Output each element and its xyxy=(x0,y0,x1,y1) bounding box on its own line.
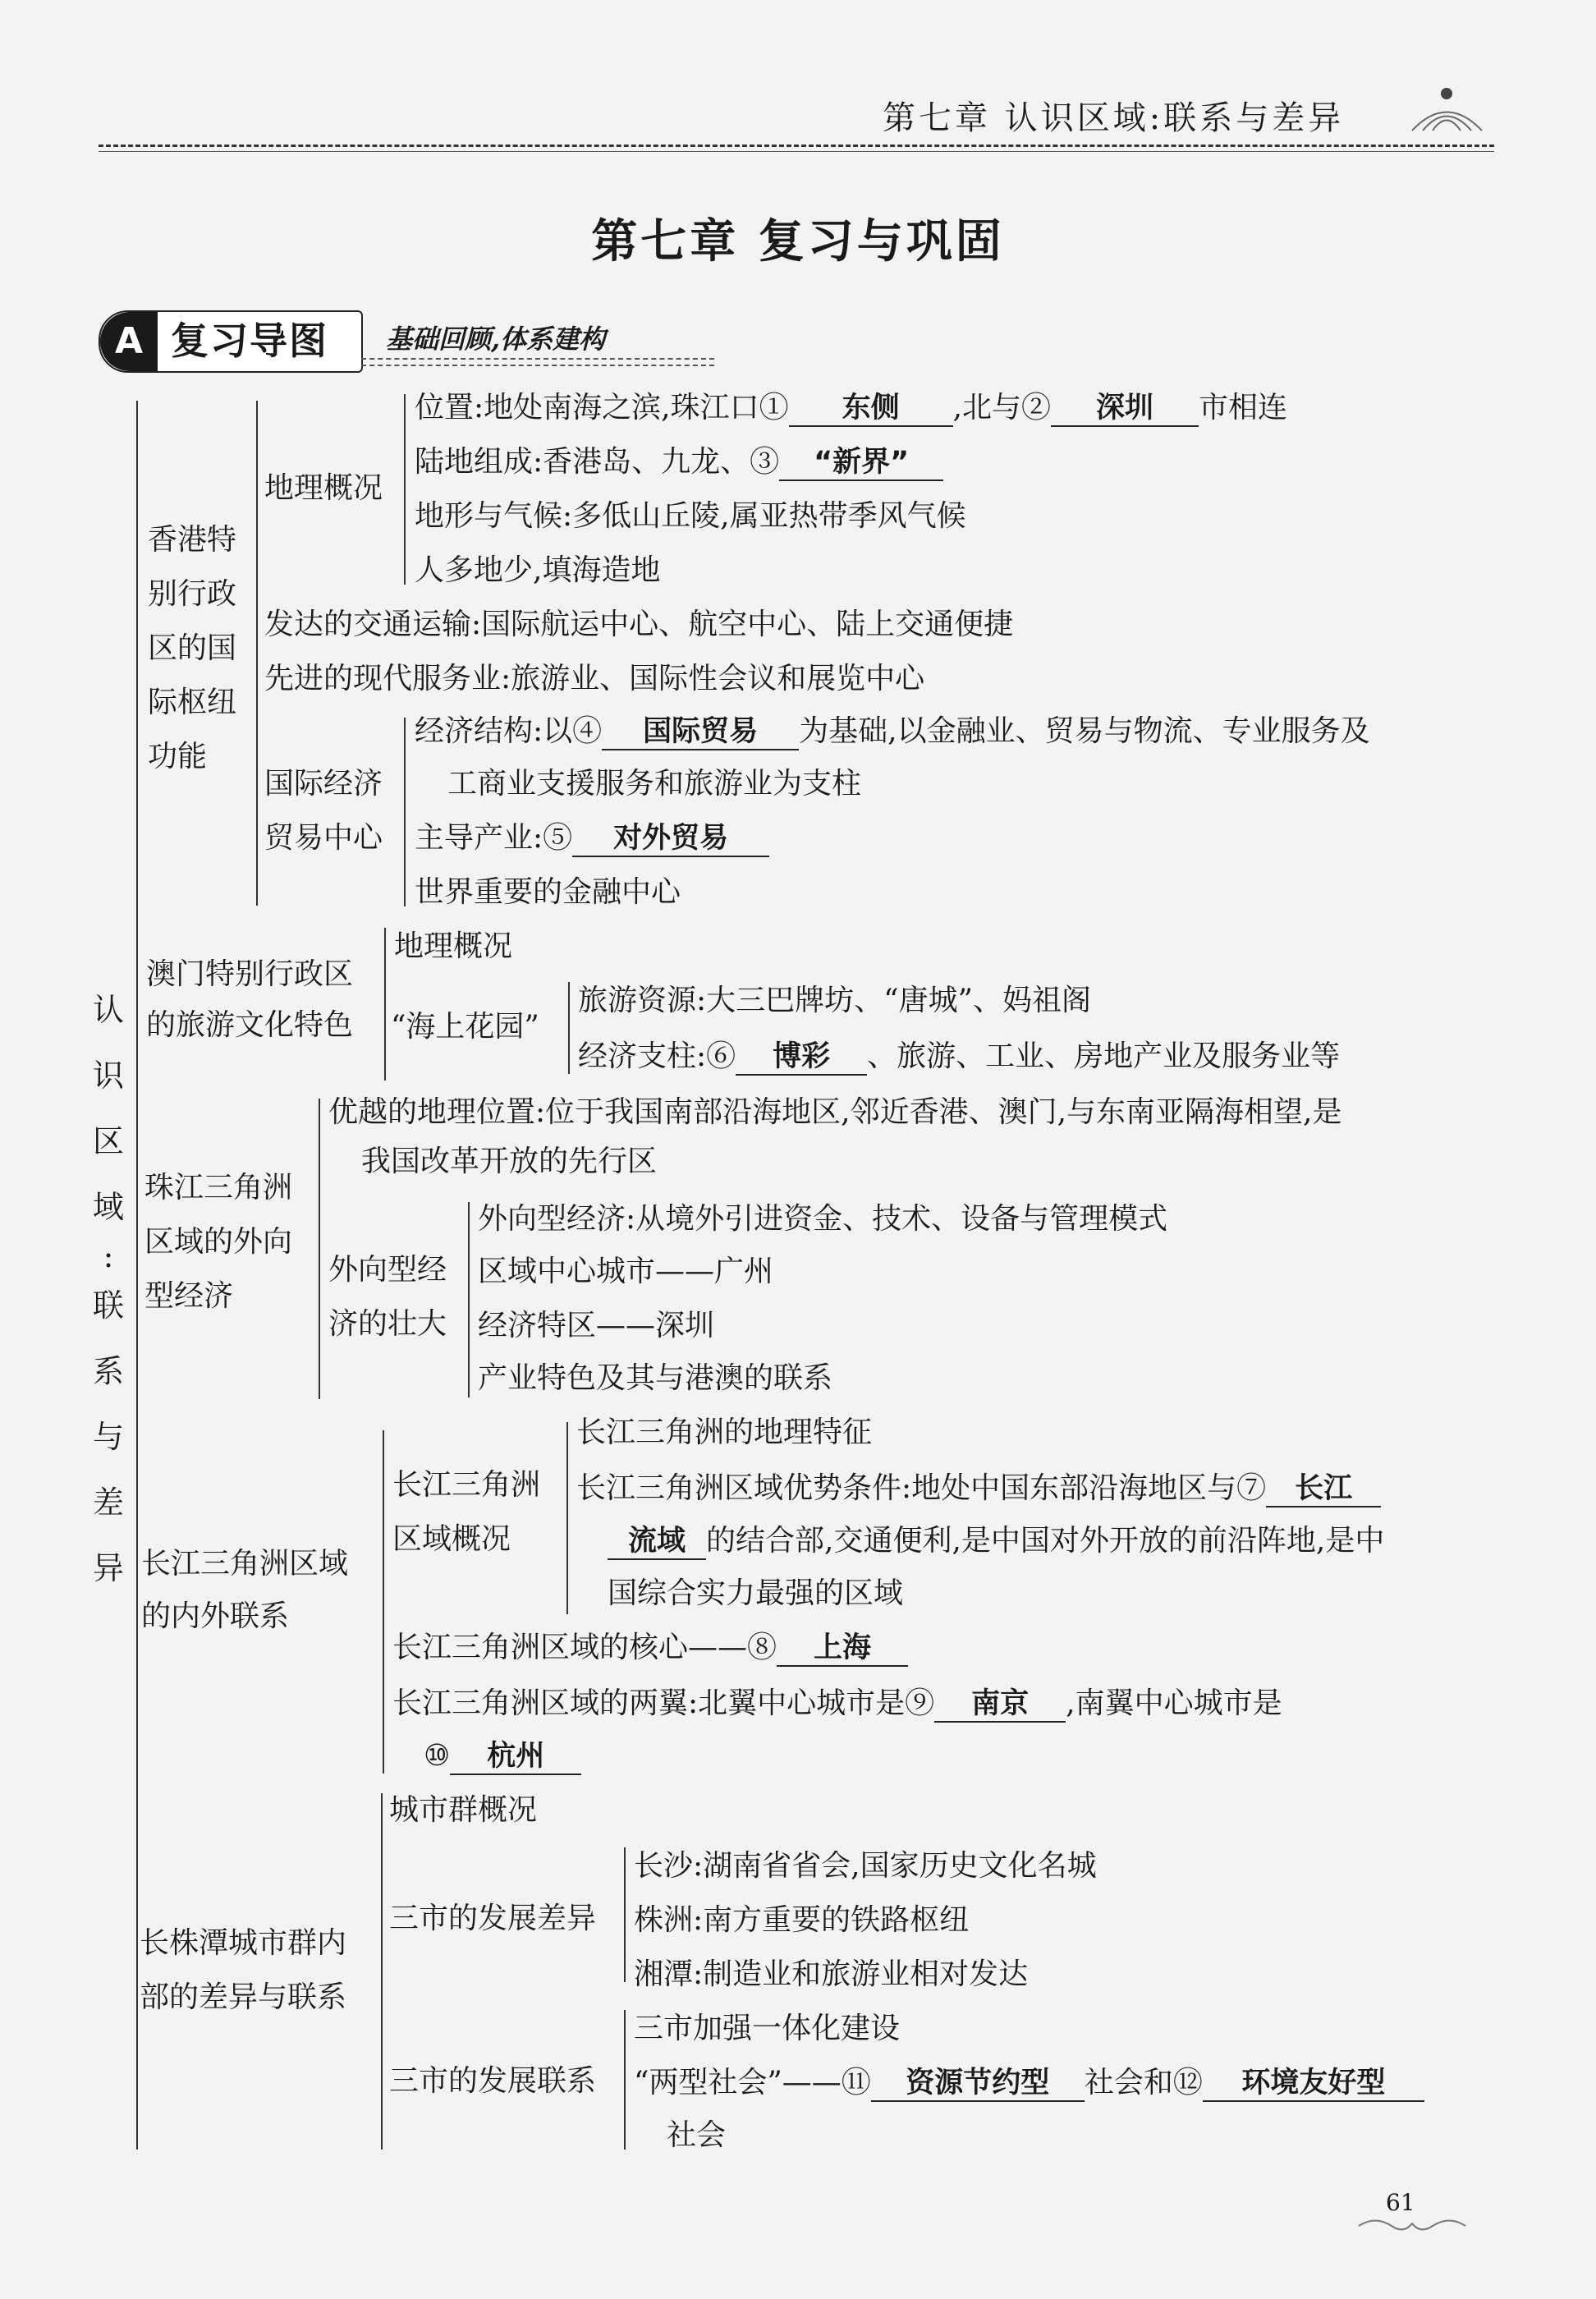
macau-pillar-text: 经济支柱:⑥ xyxy=(578,1039,736,1073)
hk-heading: 际枢纽 xyxy=(148,686,237,719)
page-number: 61 xyxy=(1386,2189,1415,2216)
prd-heading: 区域的外向 xyxy=(144,1225,293,1259)
prd-item: 经济特区——深圳 xyxy=(478,1309,715,1342)
yrd-advantage xyxy=(576,1470,1381,1507)
czt-diff-label: 三市的发展差异 xyxy=(389,1902,597,1935)
section-underline xyxy=(361,358,714,360)
answer-blank-7-cont: 流域 xyxy=(608,1524,706,1560)
czt-link-item: 三市加强一体化建设 xyxy=(634,2012,901,2045)
hk-finance: 世界重要的金融中心 xyxy=(415,875,681,909)
hk-position-text: ,北与② xyxy=(952,391,1052,424)
czt-diff-bracket xyxy=(624,1847,626,1982)
macau-heading: 的旅游文化特色 xyxy=(146,1008,354,1042)
hk-econ-text: 经济结构:以④ xyxy=(415,714,603,748)
answer-blank-11: 资源节约型 xyxy=(871,2066,1085,2102)
hk-service: 先进的现代服务业:旅游业、国际性会议和展览中心 xyxy=(264,662,925,695)
czt-link-label: 三市的发展联系 xyxy=(389,2064,597,2098)
yrd-overview-label: 长江三角洲 xyxy=(392,1468,541,1502)
czt-overview: 城市群概况 xyxy=(389,1793,538,1827)
section-badge-letter: A xyxy=(100,312,158,371)
yrd-wings xyxy=(392,1685,1282,1723)
czt-link-item: 社会 xyxy=(667,2118,727,2152)
macau-garden-bracket xyxy=(568,982,570,1074)
yrd-core xyxy=(392,1629,908,1667)
answer-blank-9: 南京 xyxy=(934,1686,1066,1723)
hk-geo-bracket xyxy=(404,394,406,585)
answer-blank-2: 深圳 xyxy=(1051,391,1199,427)
answer-blank-10: 杭州 xyxy=(450,1739,581,1775)
yrd-advantage-line3: 国综合实力最强的区域 xyxy=(608,1576,904,1610)
hk-heading: 功能 xyxy=(148,740,208,773)
hk-center-label: 国际经济 xyxy=(264,767,383,801)
main-topic-char: 区 xyxy=(92,1123,124,1159)
czt-link-bracket xyxy=(624,2010,626,2150)
section-badge xyxy=(99,310,363,373)
hk-heading: 别行政 xyxy=(148,577,237,611)
czt-link-item xyxy=(634,2064,1424,2102)
hk-land-text: 陆地组成:香港岛、九龙、③ xyxy=(415,445,780,479)
prd-grow-label: 外向型经 xyxy=(328,1253,447,1287)
main-topic-char: : xyxy=(103,1238,114,1274)
answer-blank-1: 东侧 xyxy=(789,391,953,427)
hk-position xyxy=(415,389,1287,427)
hk-transport: 发达的交通运输:国际航运中心、航空中心、陆上交通便捷 xyxy=(264,608,1014,641)
hk-position-text: 市相连 xyxy=(1199,391,1288,424)
macau-heading: 澳门特别行政区 xyxy=(146,957,354,991)
answer-blank-6: 博彩 xyxy=(736,1039,867,1076)
prd-location: 优越的地理位置:位于我国南部沿海地区,邻近香港、澳门,与东南亚隔海相望,是 xyxy=(328,1095,1342,1129)
hk-geo-label: 地理概况 xyxy=(264,471,383,505)
page-title: 第七章 复习与巩固 xyxy=(591,215,1005,268)
yrd-advantage-line2 xyxy=(608,1522,1384,1560)
czt-heading: 部的差异与联系 xyxy=(140,1980,347,2014)
yrd-overview-label: 区域概况 xyxy=(392,1522,511,1556)
yrd-bracket xyxy=(383,1430,384,1774)
macau-tour: 旅游资源:大三巴牌坊、“唐城”、妈祖阁 xyxy=(578,984,1091,1017)
chapter-header: 第七章 认识区域:联系与差异 xyxy=(883,99,1345,137)
hk-terrain: 地形与气候:多低山丘陵,属亚热带季风气候 xyxy=(415,499,966,533)
hk-econ-line2: 工商业支援服务和旅游业为支柱 xyxy=(447,767,862,801)
hk-land xyxy=(415,443,943,481)
main-topic-char: 异 xyxy=(92,1550,124,1586)
main-topic-char: 识 xyxy=(92,1058,124,1094)
answer-blank-7: 长江 xyxy=(1266,1471,1381,1507)
prd-grow-label: 济的壮大 xyxy=(328,1307,447,1341)
czt-bracket xyxy=(381,1793,383,2150)
section-underline-2 xyxy=(361,365,714,366)
yrd-advantage-text: 长江三角洲区域优势条件:地处中国东部沿海地区与⑦ xyxy=(576,1471,1267,1505)
yrd-heading: 的内外联系 xyxy=(141,1599,290,1633)
answer-blank-3: “新界” xyxy=(779,445,943,481)
section-title: 复习导图 xyxy=(171,319,328,363)
yrd-wings-text: ,南翼中心城市是 xyxy=(1066,1686,1282,1720)
hk-center-label: 贸易中心 xyxy=(264,821,383,855)
macau-geo: 地理概况 xyxy=(394,929,513,963)
prd-grow-bracket xyxy=(468,1202,470,1397)
macau-garden: “海上花园” xyxy=(391,1010,539,1044)
main-bracket xyxy=(136,401,138,2150)
main-topic-char: 域 xyxy=(92,1189,124,1225)
hk-industry xyxy=(415,819,769,857)
answer-blank-8: 上海 xyxy=(777,1631,908,1667)
main-topic-char: 认 xyxy=(92,992,124,1028)
header-divider xyxy=(99,145,1494,147)
prd-heading: 珠江三角洲 xyxy=(144,1171,293,1205)
main-topic-char: 系 xyxy=(92,1353,124,1389)
hk-center-bracket xyxy=(404,718,406,906)
decorative-fan-icon xyxy=(1408,85,1486,135)
yrd-heading: 长江三角洲区域 xyxy=(141,1547,349,1581)
yrd-overview-bracket xyxy=(566,1422,568,1614)
czt-link-text: “两型社会”——⑪ xyxy=(634,2066,871,2099)
yrd-wings-text: 长江三角洲区域的两翼:北翼中心城市是⑨ xyxy=(392,1686,935,1720)
czt-diff-item: 长沙:湖南省省会,国家历史文化名城 xyxy=(634,1849,1097,1883)
hk-econ xyxy=(415,713,1370,750)
answer-blank-5: 对外贸易 xyxy=(572,821,769,857)
macau-bracket xyxy=(384,928,386,1081)
prd-item: 产业特色及其与港澳的联系 xyxy=(478,1361,833,1395)
main-topic-char: 联 xyxy=(92,1287,124,1324)
page-ornament-icon xyxy=(1355,2214,1470,2238)
czt-diff-item: 株洲:南方重要的铁路枢纽 xyxy=(634,1903,970,1937)
macau-pillar xyxy=(578,1038,1340,1076)
hk-population: 人多地少,填海造地 xyxy=(415,553,661,587)
main-topic-char: 与 xyxy=(92,1419,124,1455)
prd-item: 区域中心城市——广州 xyxy=(478,1255,774,1288)
hk-position-text: 位置:地处南海之滨,珠江口① xyxy=(415,391,789,424)
yrd-advantage-text: 的结合部,交通便利,是中国对外开放的前沿阵地,是中 xyxy=(706,1524,1385,1558)
answer-blank-4: 国际贸易 xyxy=(602,714,799,750)
hk-industry-text: 主导产业:⑤ xyxy=(415,821,573,855)
prd-heading: 型经济 xyxy=(144,1279,234,1313)
section-subtitle: 基础回顾,体系建构 xyxy=(386,324,606,355)
hk-heading: 香港特 xyxy=(148,523,237,557)
czt-link-text: 社会和⑫ xyxy=(1084,2066,1203,2099)
prd-location-line2: 我国改革开放的先行区 xyxy=(361,1145,658,1178)
main-topic-char: 差 xyxy=(92,1484,124,1521)
yrd-core-text: 长江三角洲区域的核心——⑧ xyxy=(392,1631,777,1664)
czt-heading: 长株潭城市群内 xyxy=(140,1926,347,1960)
yrd-wings-num: ⑩ xyxy=(424,1739,451,1773)
yrd-features: 长江三角洲的地理特征 xyxy=(576,1416,873,1449)
hk-econ-text: 为基础,以金融业、贸易与物流、专业服务及 xyxy=(799,714,1370,748)
czt-diff-item: 湘潭:制造业和旅游业相对发达 xyxy=(634,1957,1029,1991)
hk-bracket xyxy=(256,401,258,906)
answer-blank-12: 环境友好型 xyxy=(1203,2066,1424,2102)
prd-item: 外向型经济:从境外引进资金、技术、设备与管理模式 xyxy=(478,1202,1168,1236)
header-divider-thin xyxy=(99,151,1494,152)
hk-heading: 区的国 xyxy=(148,631,237,665)
macau-pillar-text: 、旅游、工业、房地产业及服务业等 xyxy=(867,1039,1341,1073)
prd-bracket xyxy=(319,1099,320,1399)
yrd-wings-line2 xyxy=(424,1737,581,1775)
